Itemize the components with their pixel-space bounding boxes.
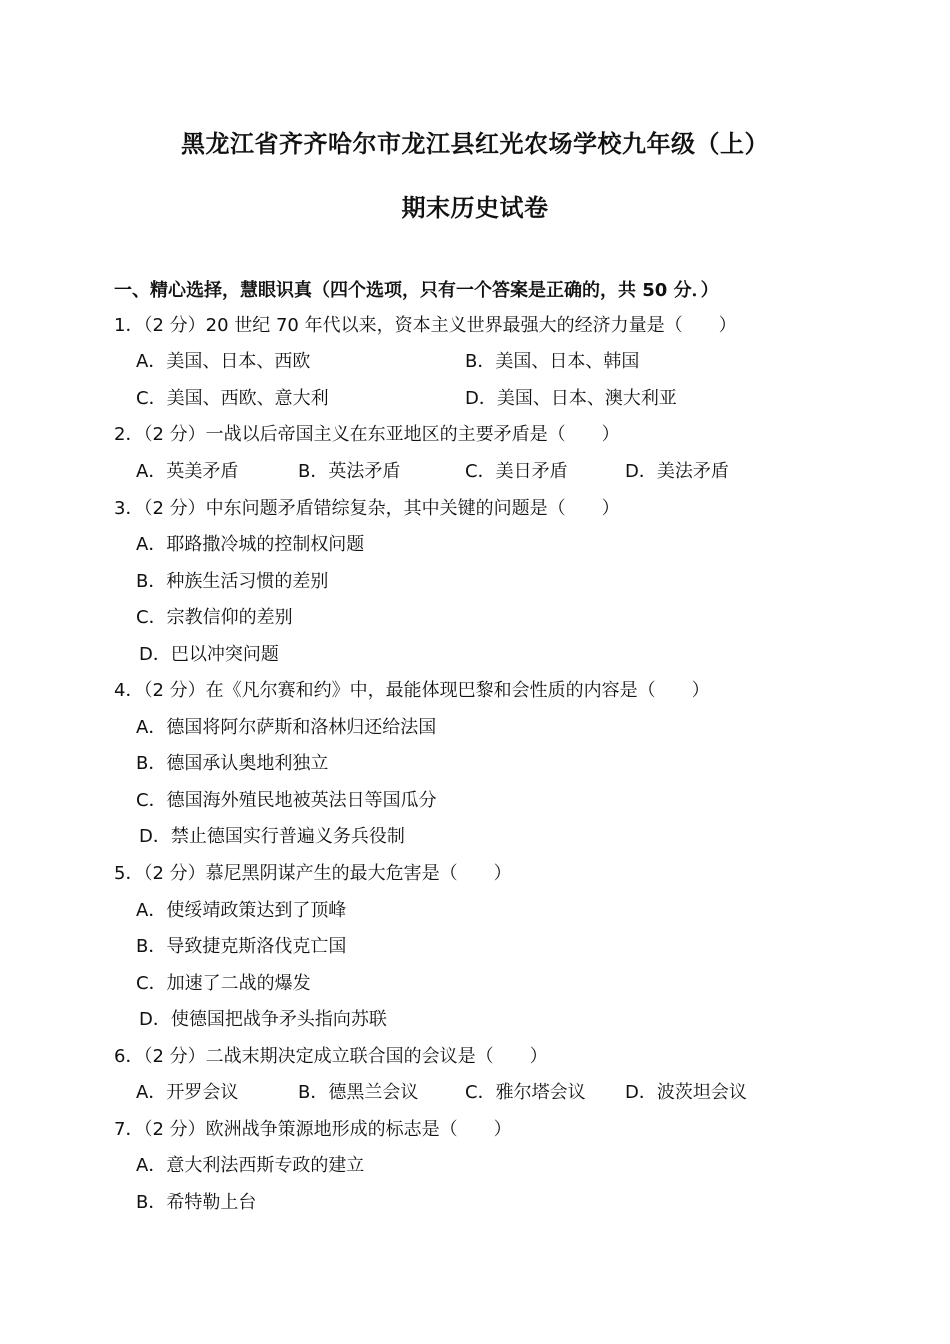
question-4-option-c: C．德国海外殖民地被英法日等国瓜分 bbox=[136, 790, 437, 811]
question-6-option-d: D．波茨坦会议 bbox=[625, 1082, 747, 1103]
question-1-stem: 1．（2 分）20 世纪 70 年代以来，资本主义世界最强大的经济力量是（ ） bbox=[114, 315, 737, 336]
question-3-option-a: A．耶路撒冷城的控制权问题 bbox=[136, 534, 365, 555]
question-5-option-b: B．导致捷克斯洛伐克亡国 bbox=[136, 936, 347, 957]
question-7-option-a: A．意大利法西斯专政的建立 bbox=[136, 1155, 365, 1176]
question-1-option-a: A．美国、日本、西欧 bbox=[136, 351, 311, 372]
question-6-option-c: C．雅尔塔会议 bbox=[465, 1082, 586, 1103]
exam-title-line-2: 期末历史试卷 bbox=[401, 194, 549, 222]
question-6-option-a: A．开罗会议 bbox=[136, 1082, 239, 1103]
question-2-option-b: B．英法矛盾 bbox=[298, 461, 401, 482]
question-4-option-b: B．德国承认奥地利独立 bbox=[136, 753, 329, 774]
section-heading: 一、精心选择，慧眼识真（四个选项，只有一个答案是正确的，共 50 分．） bbox=[114, 280, 719, 301]
question-2-option-a: A．英美矛盾 bbox=[136, 461, 239, 482]
question-1-option-c: C．美国、西欧、意大利 bbox=[136, 388, 329, 409]
question-2-option-d: D．美法矛盾 bbox=[625, 461, 729, 482]
question-5-option-a: A．使绥靖政策达到了顶峰 bbox=[136, 900, 347, 921]
question-7-option-b: B．希特勒上台 bbox=[136, 1192, 257, 1213]
question-4-option-a: A．德国将阿尔萨斯和洛林归还给法国 bbox=[136, 717, 437, 738]
question-3-stem: 3．（2 分）中东问题矛盾错综复杂，其中关键的问题是（ ） bbox=[114, 498, 620, 519]
question-5-stem: 5．（2 分）慕尼黑阴谋产生的最大危害是（ ） bbox=[114, 863, 512, 884]
question-4-option-d: D．禁止德国实行普遍义务兵役制 bbox=[139, 826, 405, 847]
question-6-stem: 6．（2 分）二战末期决定成立联合国的会议是（ ） bbox=[114, 1046, 548, 1067]
question-3-option-c: C．宗教信仰的差别 bbox=[136, 607, 293, 628]
exam-title-line-1: 黑龙江省齐齐哈尔市龙江县红光农场学校九年级（上） bbox=[181, 130, 769, 158]
question-1-option-d: D．美国、日本、澳大利亚 bbox=[465, 388, 677, 409]
question-5-option-d: D．使德国把战争矛头指向苏联 bbox=[139, 1009, 387, 1030]
question-2-stem: 2．（2 分）一战以后帝国主义在东亚地区的主要矛盾是（ ） bbox=[114, 424, 620, 445]
question-7-stem: 7．（2 分）欧洲战争策源地形成的标志是（ ） bbox=[114, 1119, 512, 1140]
question-4-stem: 4．（2 分）在《凡尔赛和约》中，最能体现巴黎和会性质的内容是（ ） bbox=[114, 680, 710, 701]
question-5-option-c: C．加速了二战的爆发 bbox=[136, 973, 311, 994]
question-1-option-b: B．美国、日本、韩国 bbox=[465, 351, 640, 372]
question-6-option-b: B．德黑兰会议 bbox=[298, 1082, 419, 1103]
question-3-option-b: B．种族生活习惯的差别 bbox=[136, 571, 329, 592]
question-2-option-c: C．美日矛盾 bbox=[465, 461, 568, 482]
question-3-option-d: D．巴以冲突问题 bbox=[139, 644, 279, 665]
